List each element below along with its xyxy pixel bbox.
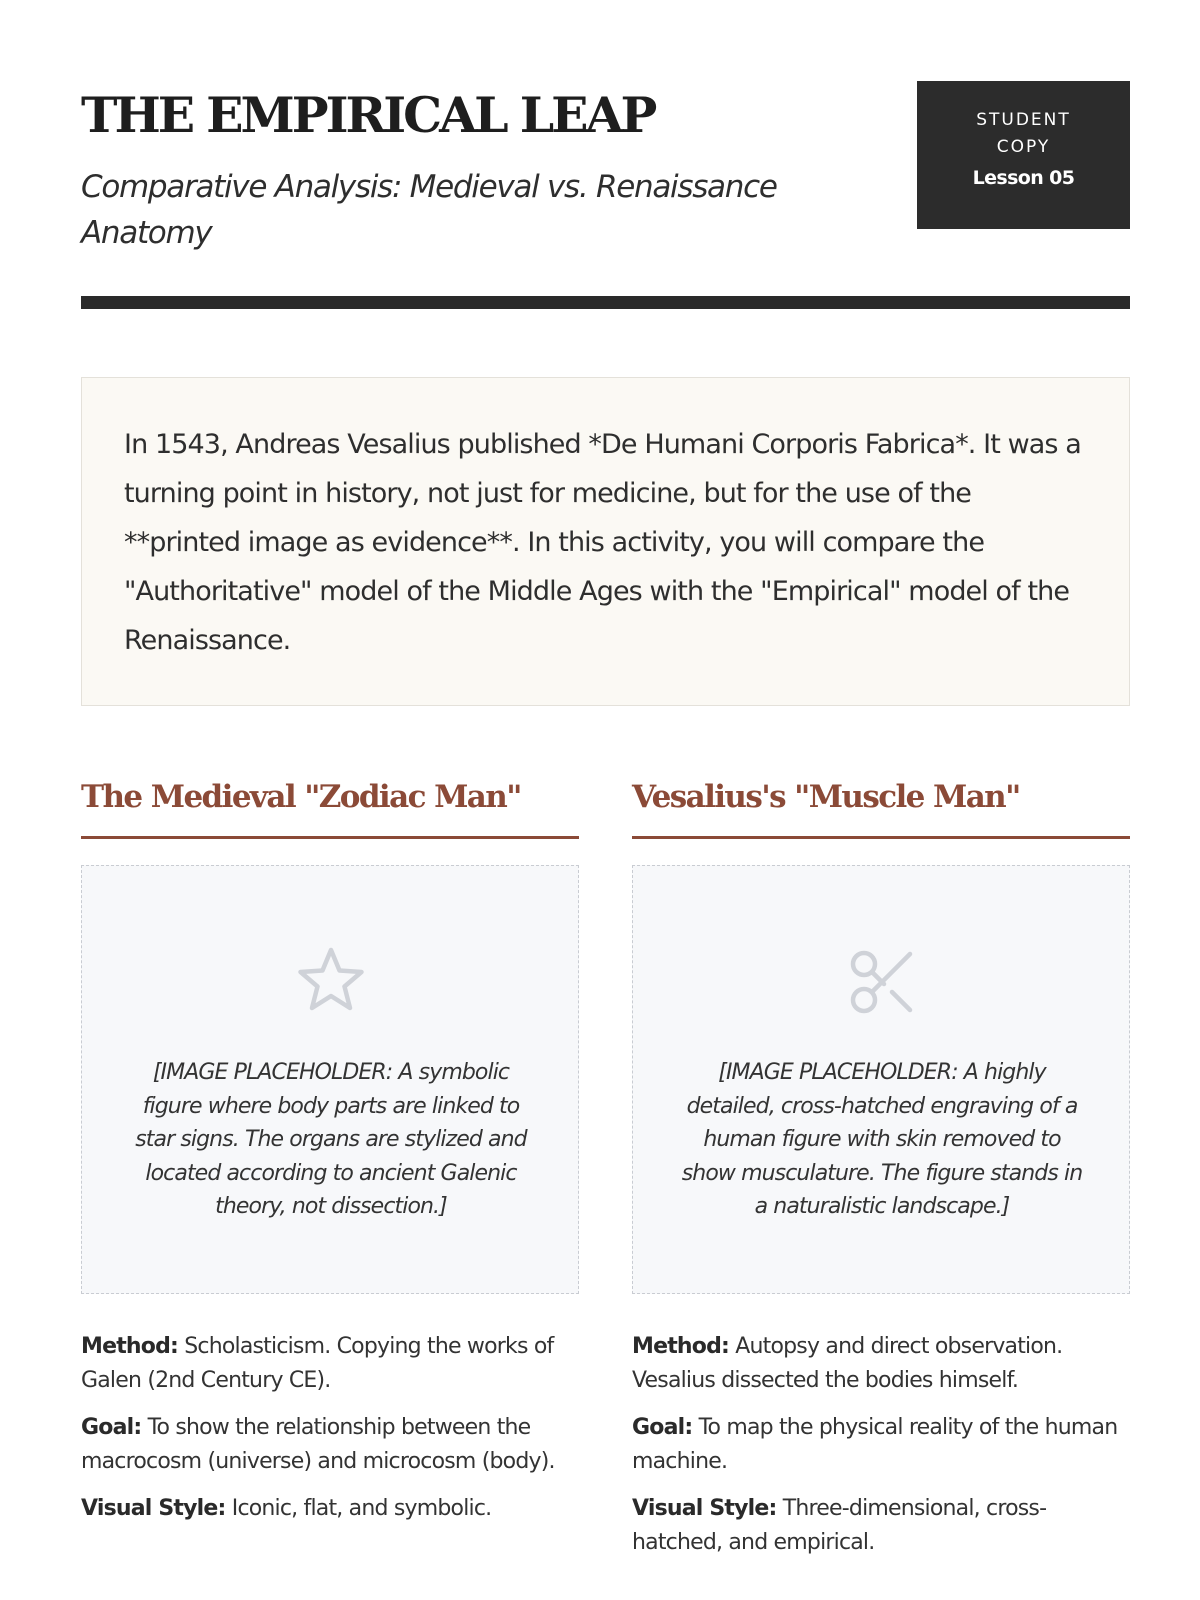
visual-style-label: Visual Style: [81,1496,226,1521]
column-heading: The Medieval "Zodiac Man" [81,770,579,839]
placeholder-caption: [IMAGE PLACEHOLDER: A highly detailed, cross-hatched engraving of a human figure with skin removed to show musculature. The figure stands in a naturalistic landscape.] [681,1060,1083,1219]
visual-style-value: Iconic, flat, and symbolic. [231,1496,492,1521]
method-value: Autopsy and direct observation. Vesalius dissected the bodies himself. [632,1334,1063,1393]
header [81,80,1130,310]
goal-label: Goal: [81,1415,142,1440]
method-value: Scholasticism. Copying the works of Galen (2nd Century CE). [81,1334,554,1393]
goal-label: Goal: [632,1415,693,1440]
goal-value: To show the relationship between the macrocosm (universe) and microcosm (body). [81,1415,555,1474]
placeholder-caption: [IMAGE PLACEHOLDER: A symbolic figure where body parts are linked to star signs. The organs are stylized and located according to ancient Galenic theory, not dissection.] [135,1060,527,1219]
star-icon [293,944,369,1020]
header-divider [81,296,1130,309]
method-detail [632,1330,1130,1398]
goal-detail [81,1411,579,1479]
intro-text: In 1543, Andreas Vesalius published *De Humani Corporis Fabrica*. It was a turning point in history, not just for medicine, but for the use of the **printed image as evidence**. In this activity, you will compare the "Authoritative" model of the Middle Ages with the "Empirical" model of the Renaissance. [124,429,1081,656]
method-label: Method: [81,1334,179,1359]
image-placeholder [81,865,579,1294]
visual-style-value: Three-dimensional, cross-hatched, and empirical. [632,1496,1047,1555]
medieval-column [81,770,579,1521]
details-list [81,1330,579,1539]
badge-lesson-number: Lesson 05 [972,167,1075,189]
method-label: Method: [632,1334,730,1359]
goal-detail [632,1411,1130,1479]
lesson-badge [917,81,1130,229]
vesalius-column [632,770,1130,1555]
badge-label: STUDENT COPY [976,110,1071,157]
intro-box [81,377,1130,706]
column-heading: Vesalius's "Muscle Man" [632,770,1130,839]
page-title: THE EMPIRICAL LEAP [81,86,655,144]
visual-style-detail [81,1492,579,1526]
scissors-icon [844,944,920,1020]
details-list [632,1330,1130,1573]
method-detail [81,1330,579,1398]
page-subtitle: Comparative Analysis: Medieval vs. Renaissance Anatomy [81,169,777,251]
visual-style-detail [632,1492,1130,1560]
goal-value: To map the physical reality of the human machine. [632,1415,1118,1474]
visual-style-label: Visual Style: [632,1496,777,1521]
image-placeholder [632,865,1130,1294]
